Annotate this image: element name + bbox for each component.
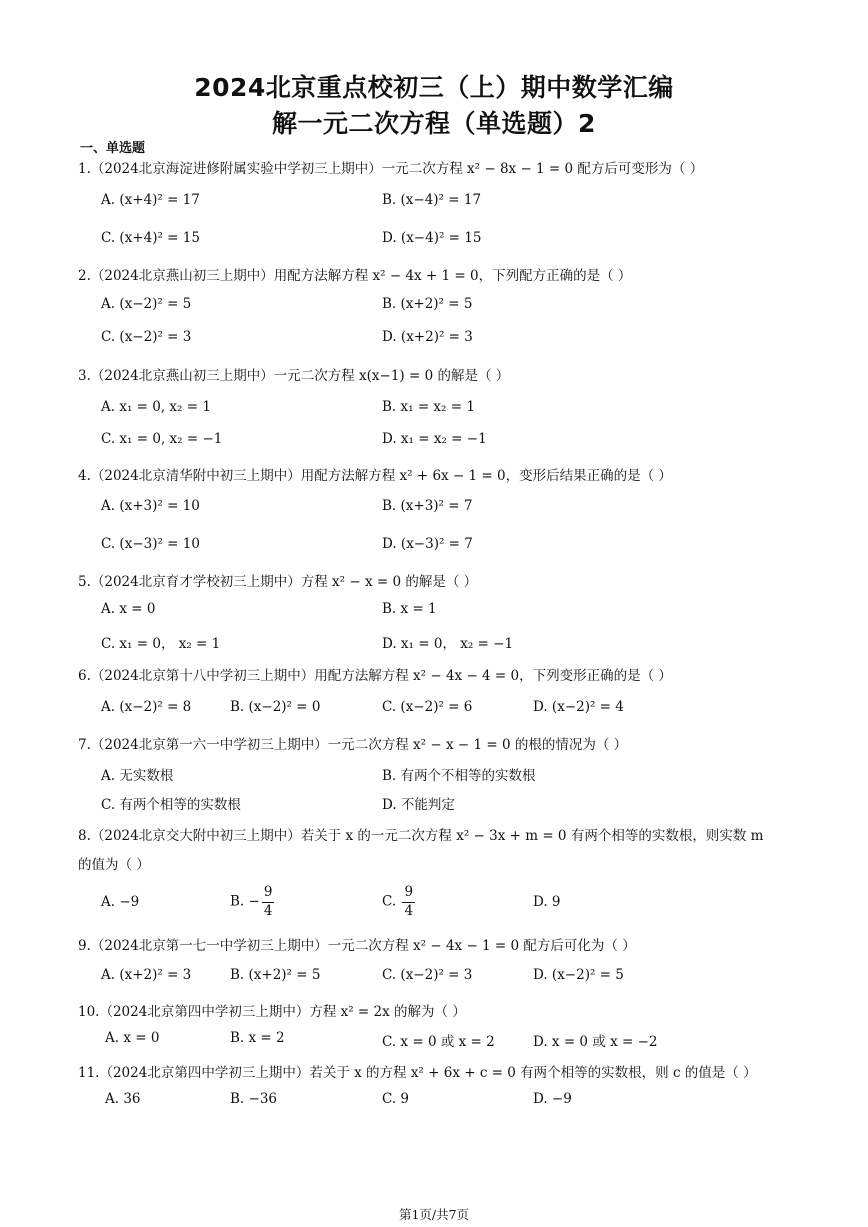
question-7-option-d: D. 不能判定 — [382, 797, 455, 813]
question-8-option-b-label: B. − — [230, 893, 260, 910]
question-6-option-b: B. (x−2)² = 0 — [230, 699, 321, 715]
question-5-stem: 5.（2024北京育才学校初三上期中）方程 x² − x = 0 的解是（ ） — [78, 574, 478, 590]
question-9-option-a: A. (x+2)² = 3 — [101, 967, 192, 983]
question-8-option-c — [382, 886, 417, 918]
question-6-option-d: D. (x−2)² = 4 — [533, 699, 624, 715]
question-1-stem: 1.（2024北京海淀进修附属实验中学初三上期中）一元二次方程 x² − 8x − 1 = 0 配方后可变形为（ ） — [78, 161, 704, 177]
question-2-option-c: C. (x−2)² = 3 — [101, 329, 192, 345]
question-2-stem: 2.（2024北京燕山初三上期中）用配方法解方程 x² − 4x + 1 = 0，下列配方正确的是（ ） — [78, 268, 632, 284]
question-11-option-c: C. 9 — [382, 1091, 410, 1107]
question-5-option-a: A. x = 0 — [101, 601, 156, 617]
question-2-option-b: B. (x+2)² = 5 — [382, 296, 473, 312]
document-title-line2: 解一元二次方程（单选题）2 — [272, 109, 596, 138]
question-3-option-b: B. x₁ = x₂ = 1 — [382, 399, 475, 415]
question-4-option-a: A. (x+3)² = 10 — [101, 498, 200, 514]
question-5-option-d: D. x₁ = 0， x₂ = −1 — [382, 636, 514, 652]
question-8-option-b — [230, 886, 276, 918]
question-9-stem: 9.（2024北京第一七一中学初三上期中）一元二次方程 x² − 4x − 1 = 0 配方后可化为（ ） — [78, 938, 636, 954]
question-10-stem: 10.（2024北京第四中学初三上期中）方程 x² = 2x 的解为（ ） — [78, 1004, 466, 1020]
fraction-numerator: 9 — [402, 886, 415, 903]
question-8-option-c-fraction — [402, 886, 415, 918]
fraction-numerator: 9 — [262, 886, 275, 903]
question-4-option-c: C. (x−3)² = 10 — [101, 536, 200, 552]
fraction-denominator: 4 — [263, 902, 273, 919]
question-4-option-d: D. (x−3)² = 7 — [382, 536, 473, 552]
question-10-option-b: B. x = 2 — [230, 1030, 285, 1046]
document-title-line1: 2024北京重点校初三（上）期中数学汇编 — [194, 73, 674, 102]
question-8-stem: 8.（2024北京交大附中初三上期中）若关于 x 的一元二次方程 x² − 3x + m = 0 有两个相等的实数根，则实数 m — [78, 828, 764, 844]
question-9-option-c: C. (x−2)² = 3 — [382, 967, 473, 983]
question-11-option-d: D. −9 — [533, 1091, 572, 1107]
question-1-option-b: B. (x−4)² = 17 — [382, 192, 482, 208]
question-9-option-b: B. (x+2)² = 5 — [230, 967, 321, 983]
question-6-stem: 6.（2024北京第十八中学初三上期中）用配方法解方程 x² − 4x − 4 = 0，下列变形正确的是（ ） — [78, 668, 672, 684]
section-heading: 一、单选题 — [80, 141, 146, 156]
question-11-option-a: A. 36 — [105, 1091, 141, 1107]
question-8-option-c-label: C. — [382, 893, 401, 910]
question-9-option-d: D. (x−2)² = 5 — [533, 967, 624, 983]
question-7-option-b: B. 有两个不相等的实数根 — [382, 768, 536, 784]
question-1-option-c: C. (x+4)² = 15 — [101, 230, 200, 246]
question-7-option-c: C. 有两个相等的实数根 — [101, 797, 241, 813]
question-11-stem: 11.（2024北京第四中学初三上期中）若关于 x 的方程 x² + 6x + c = 0 有两个相等的实数根，则 c 的值是（ ） — [78, 1065, 757, 1081]
question-3-option-d: D. x₁ = x₂ = −1 — [382, 431, 487, 447]
question-11-option-b: B. −36 — [230, 1091, 277, 1107]
question-3-option-c: C. x₁ = 0, x₂ = −1 — [101, 431, 223, 447]
question-8-option-b-fraction — [262, 886, 275, 918]
question-7-stem: 7.（2024北京第一六一中学初三上期中）一元二次方程 x² − x − 1 = 0 的根的情况为（ ） — [78, 737, 628, 753]
question-8-option-d: D. 9 — [533, 894, 561, 910]
question-2-option-d: D. (x+2)² = 3 — [382, 329, 473, 345]
fraction-denominator: 4 — [404, 902, 414, 919]
question-4-stem: 4.（2024北京清华附中初三上期中）用配方法解方程 x² + 6x − 1 = 0，变形后结果正确的是（ ） — [78, 468, 672, 484]
question-10-option-d: D. x = 0 或 x = −2 — [533, 1034, 658, 1050]
question-2-option-a: A. (x−2)² = 5 — [101, 296, 192, 312]
question-4-option-b: B. (x+3)² = 7 — [382, 498, 473, 514]
question-3-option-a: A. x₁ = 0, x₂ = 1 — [101, 399, 211, 415]
question-5-option-c: C. x₁ = 0， x₂ = 1 — [101, 636, 221, 652]
question-5-option-b: B. x = 1 — [382, 601, 437, 617]
question-10-option-a: A. x = 0 — [105, 1030, 160, 1046]
question-6-option-a: A. (x−2)² = 8 — [101, 699, 192, 715]
question-6-option-c: C. (x−2)² = 6 — [382, 699, 473, 715]
question-8-stem-continued: 的值为（ ） — [78, 857, 150, 873]
question-3-stem: 3.（2024北京燕山初三上期中）一元二次方程 x(x−1) = 0 的解是（ ） — [78, 368, 510, 384]
page-footer: 第1页/共7页 — [398, 1207, 470, 1222]
question-1-option-d: D. (x−4)² = 15 — [382, 230, 482, 246]
question-8-option-a: A. −9 — [101, 894, 140, 910]
question-1-option-a: A. (x+4)² = 17 — [101, 192, 200, 208]
question-10-option-c: C. x = 0 或 x = 2 — [382, 1034, 495, 1050]
question-7-option-a: A. 无实数根 — [101, 768, 174, 784]
